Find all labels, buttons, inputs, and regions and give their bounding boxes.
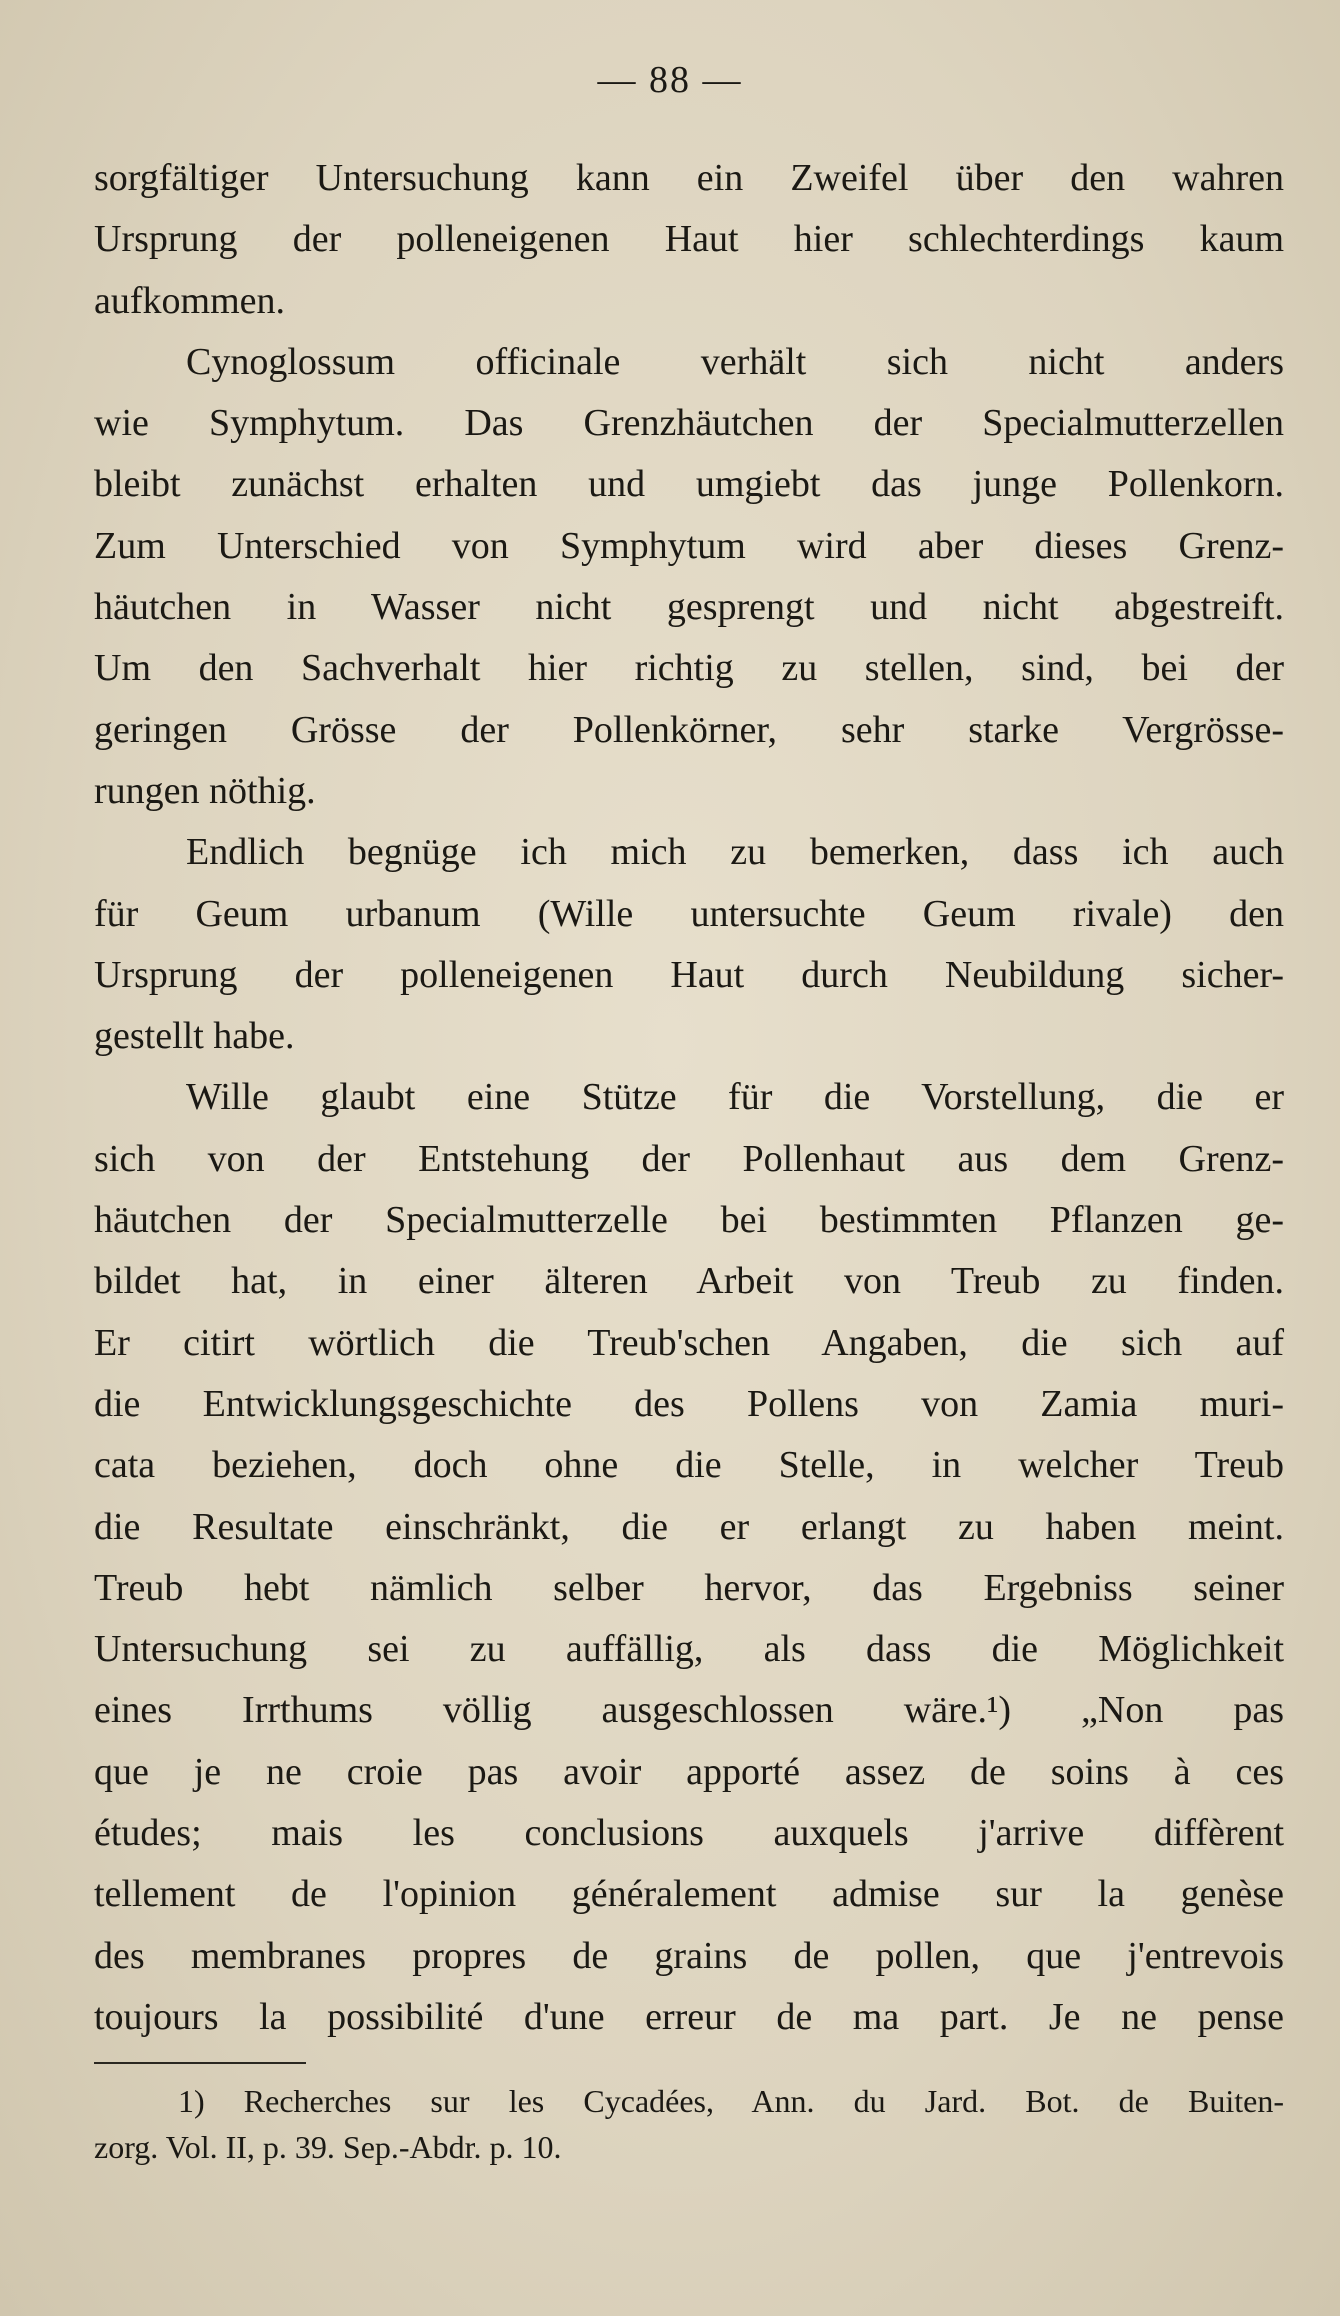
text-line: Er citirt wörtlich die Treub'schen Angaben, die sich auf [94, 1321, 1284, 1364]
text-line: Endlich begnüge ich mich zu bemerken, dass ich auch [186, 831, 1284, 874]
text-line: que je ne croie pas avoir apporté assez de soins à ces [94, 1750, 1284, 1793]
text-line: geringen Grösse der Pollenkörner, sehr starke Vergrösse- [94, 708, 1284, 751]
text-line: für Geum urbanum (Wille untersuchte Geum rivale) den [94, 892, 1284, 935]
text-line: bildet hat, in einer älteren Arbeit von Treub zu finden. [94, 1260, 1284, 1303]
text-line: aufkommen. [94, 279, 286, 322]
text-line: Untersuchung sei zu auffällig, als dass die Möglichkeit [94, 1628, 1284, 1671]
text-line: des membranes propres de grains de pollen, que j'entrevois [94, 1934, 1284, 1977]
text-line: tellement de l'opinion généralement admise sur la genèse [94, 1873, 1284, 1916]
text-line: gestellt habe. [94, 1015, 295, 1058]
footnote-separator [94, 2062, 306, 2064]
body-text [94, 148, 1284, 2048]
footnotes [94, 2078, 1284, 2170]
text-line: Um den Sachverhalt hier richtig zu stellen, sind, bei der [94, 647, 1284, 690]
text-line: eines Irrthums völlig ausgeschlossen wäre.¹) „Non pas [94, 1689, 1284, 1732]
footnote-line: 1) Recherches sur les Cycadées, Ann. du Jard. Bot. de Buiten- [178, 2083, 1284, 2119]
text-line: sorgfältiger Untersuchung kann ein Zweifel über den wahren [94, 157, 1284, 199]
text-line: études; mais les conclusions auxquels j'arrive diffèrent [94, 1812, 1284, 1855]
text-line: toujours la possibilité d'une erreur de ma part. Je ne pense [94, 1995, 1284, 2038]
text-line: Wille glaubt eine Stütze für die Vorstellung, die er [186, 1076, 1284, 1119]
text-line: Cynoglossum officinale verhält sich nicht anders [186, 340, 1284, 383]
text-line: häutchen der Specialmutterzelle bei bestimmten Pflanzen ge- [94, 1199, 1284, 1242]
text-line: häutchen in Wasser nicht gesprengt und nicht abgestreift. [94, 586, 1284, 629]
text-line: Ursprung der polleneigenen Haut durch Neubildung sicher- [94, 953, 1284, 996]
text-line: die Resultate einschränkt, die er erlangt zu haben meint. [94, 1505, 1284, 1548]
text-line: cata beziehen, doch ohne die Stelle, in welcher Treub [94, 1444, 1284, 1487]
text-line: Treub hebt nämlich selber hervor, das Ergebniss seiner [94, 1566, 1284, 1609]
text-line: sich von der Entstehung der Pollenhaut aus dem Grenz- [94, 1137, 1284, 1180]
page-number: — 88 — [597, 59, 743, 101]
text-line: Zum Unterschied von Symphytum wird aber dieses Grenz- [94, 524, 1284, 567]
text-line: die Entwicklungsgeschichte des Pollens von Zamia muri- [94, 1382, 1284, 1425]
text-line: Ursprung der polleneigenen Haut hier schlechterdings kaum [94, 218, 1284, 261]
text-line: bleibt zunächst erhalten und umgiebt das junge Pollenkorn. [94, 463, 1284, 506]
text-line: wie Symphytum. Das Grenzhäutchen der Specialmutterzellen [94, 402, 1284, 445]
text-line: rungen nöthig. [94, 769, 316, 812]
footnote-line: zorg. Vol. II, p. 39. Sep.-Abdr. p. 10. [94, 2129, 562, 2165]
